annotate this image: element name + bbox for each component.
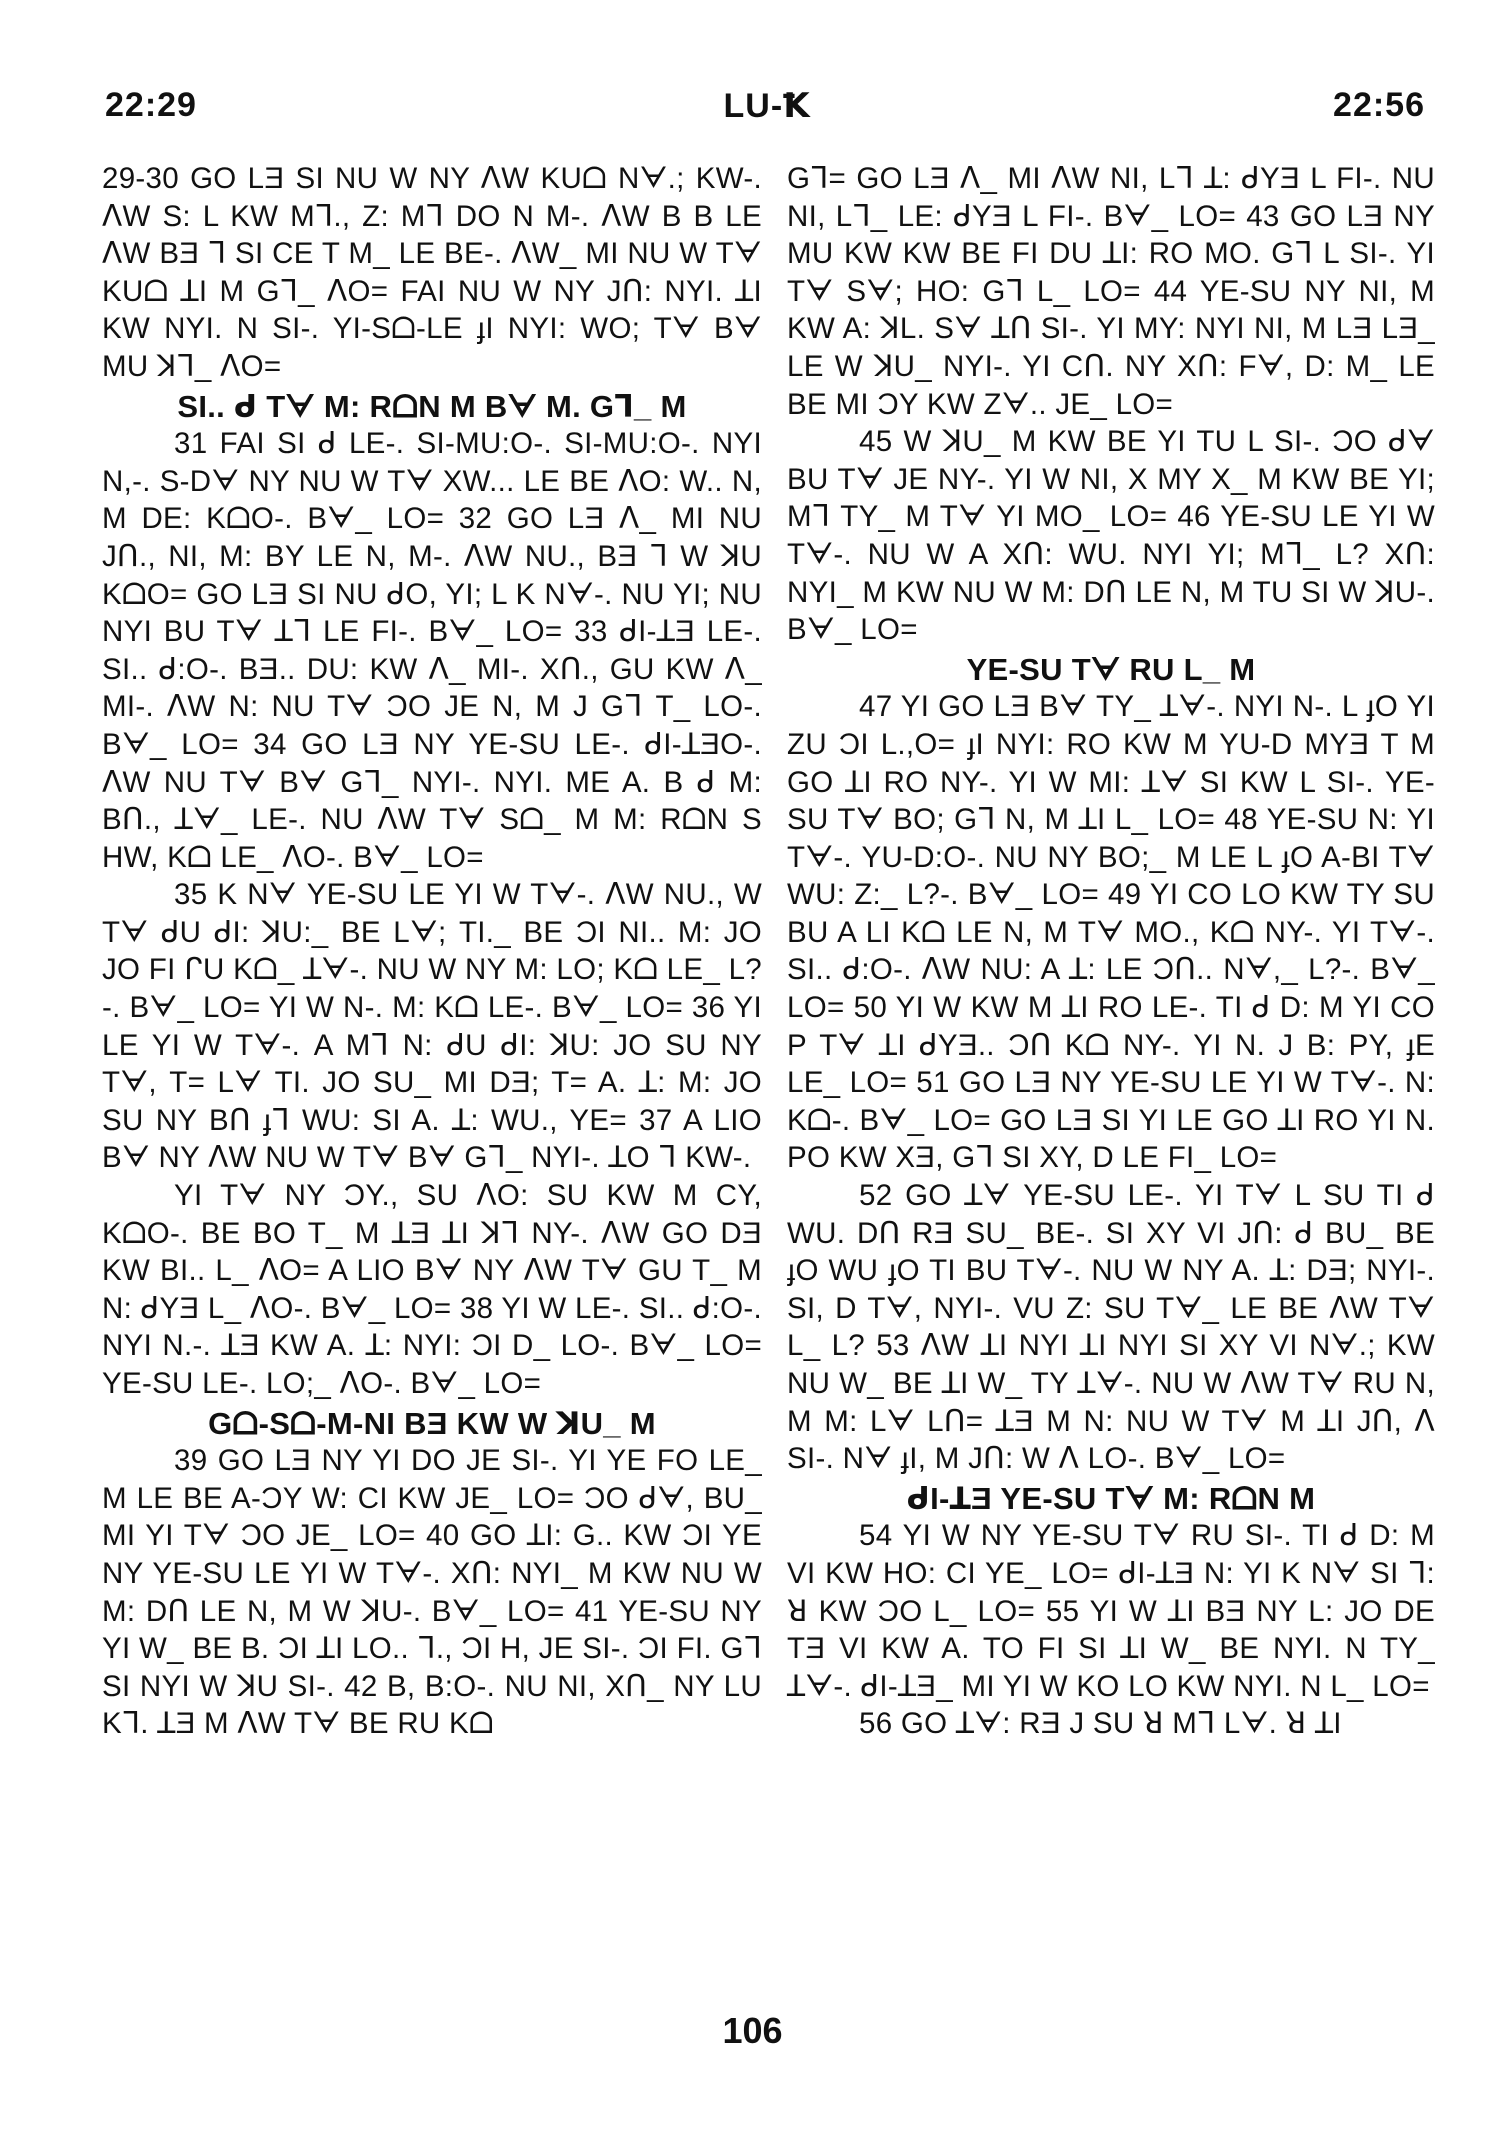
verse-paragraph: 56 GO ꓕᗄ: RƎ J SU ꓤ Mᒣ Lᗄ. ꓤ ꓕI bbox=[859, 1707, 1342, 1741]
verse-paragraph: 52 GO ꓕᗄ YE-SU LE-. YI Tᗄ L SU TI ᑯ WU. Dᑎ RƎ SU_ BE-. SI XY VI Jᑎ: ᑯ BU_ BE ɟO WU ɟO TI BU Tᗄ-. NU W NY A. ꓕ: DƎ; NYI-. SI, D Tᗄ, NYI-. VU Z: SU Tᗄ_ LE BE ᐱW Tᗄ L_ L? 53 ᐱW ꓕI NYI ꓕI NYI SI XY VI Nᗄ.; KW NU W_ BE ꓕI W_ TY ꓕᗄ-. NU W ᐱW Tᗄ RU N, M M: Lᗄ Lᑎ= ꓕƎ M N: NU W Tᗄ M ꓕI Jᑎ, ᐱ SI-. Nᗄ ɟI, M Jᑎ: W ᐱ LO-. Bᗄ_ LO= bbox=[787, 1179, 1435, 1476]
right-text-column bbox=[787, 160, 1435, 1743]
verse-paragraph: 29-30 GO LƎ SI NU W NY ᐱW KUᗝ Nᗄ.; KW-. ᐱW S: L KW Mᒣ., Z: Mᒣ DO N M-. ᐱW B B LE ᐱW BƎ ᒣ SI CE T M_ LE BE-. ᐱW_ MI NU W Tᗄ KUᗝ ꓕI M Gᒣ_ ᐱO= FAI NU W NY Jᑎ: NYI. ꓕI KW NYI. N SI-. YI-Sᗝ-LE ɟI NYI: WO; Tᗄ Bᗄ MU ꓘᒣ_ ᐱO= bbox=[102, 162, 762, 383]
verse-paragraph: 31 FAI SI ᑯ LE-. SI-MU:O-. SI-MU:O-. NYI N,-. S-Dᗄ NY NU W Tᗄ XW... LE BE ᐱO: W.. N, M DE: KᗝO-. Bᗄ_ LO= 32 GO LƎ ᐱ_ MI NU Jᑎ., NI, M: BY LE N, M-. ᐱW NU., BƎ ᒣ W ꓘU KᗝO= GO LƎ SI NU ᑯO, YI; L K Nᗄ-. NU YI; NU NYI BU Tᗄ ꓕᒣ LE FI-. Bᗄ_ LO= 33 ᑯI-ꓕƎ LE-. SI.. ᑯ:O-. BƎ.. DU: KW ᐱ_ MI-. Xᑎ., GU KW ᐱ_ MI-. ᐱW N: NU Tᗄ ƆO JE N, M J Gᒣ T_ LO-. Bᗄ_ LO= 34 GO LƎ NY YE-SU LE-. ᑯI-ꓕƎO-. ᐱW NU Tᗄ Bᗄ Gᒣ_ NYI-. NYI. ME A. B ᑯ M: Bᑎ., ꓕᗄ_ LE-. NU ᐱW Tᗄ Sᗝ_ M M: RᗝN S HW, Kᗝ LE_ ᐱO-. Bᗄ_ LO= bbox=[102, 427, 762, 874]
verse-paragraph: 39 GO LƎ NY YI DO JE SI-. YI YE FO LE_ M LE BE A-ƆY W: CI KW JE_ LO= ƆO ᑯᗄ, BU_ MI YI Tᗄ ƆO JE_ LO= 40 GO ꓕI: G.. KW ƆI YE NY YE-SU LE YI W Tᗄ-. Xᑎ: NYI_ M KW NU W M: Dᑎ LE N, M W ꓘU-. Bᗄ_ LO= 41 YE-SU NY YI W_ BE B. ƆI ꓕI LO.. ᒣ., ƆI H, JE SI-. ƆI FI. Gᒣ SI NYI W ꓘU SI-. 42 B, B:O-. NU NI, Xᑎ_ NY LU Kᒣ. ꓕƎ M ᐱW Tᗄ BE RU Kᗝ bbox=[102, 1444, 762, 1741]
verse-paragraph: Gᒣ= GO LƎ ᐱ_ MI ᐱW NI, Lᒣ ꓕ: ᑯYƎ L FI-. NU NI, Lᒣ_ LE: ᑯYƎ L FI-. Bᗄ_ LO= 43 GO LƎ NY MU KW KW BE FI DU ꓕI: RO MO. Gᒣ L SI-. YI Tᗄ Sᗄ; HO: Gᒣ L_ LO= 44 YE-SU NY NI, M KW A: ꓘL. Sᗄ ꓕᑎ SI-. YI MY: NYI NI, M LƎ LƎ_ LE W ꓘU_ NYI-. YI Cᑎ. NY Xᑎ: Fᗄ, D: M_ LE BE MI ƆY KW Zᗄ.. JE_ LO= bbox=[787, 162, 1435, 421]
header-book-title: LU-Ꝁ bbox=[723, 87, 807, 125]
header-verse-range-start: 22:29 bbox=[105, 86, 197, 124]
verse-paragraph: 35 K Nᗄ YE-SU LE YI W Tᗄ-. ᐱW NU., W Tᗄ ᑯU ᑯI: ꓘU:_ BE Lᗄ; TI._ BE ƆI NI.. M: JO JO FI ᒋU Kᗝ_ ꓕᗄ-. NU W NY M: LO; Kᗝ LE_ L?-. Bᗄ_ LO= YI W N-. M: Kᗝ LE-. Bᗄ_ LO= 36 YI LE YI W Tᗄ-. A Mᒣ N: ᑯU ᑯI: ꓘU: JO SU NY Tᗄ, T= Lᗄ TI. JO SU_ MI DƎ; T= A. ꓕ: M: JO SU NY Bᑎ ɟᒣ WU: SI A. ꓕ: WU., YE= 37 A LIO Bᗄ NY ᐱW NU W Tᗄ Bᗄ Gᒣ_ NYI-. ꓕO ᒣ KW-. bbox=[102, 878, 762, 1175]
running-header bbox=[105, 86, 1425, 136]
section-heading: ᑯI-ꓕƎ YE-SU Tᗄ M: RᗝN M bbox=[906, 1480, 1316, 1516]
verse-paragraph: 47 YI GO LƎ Bᗄ TY_ ꓕᗄ-. NYI N-. L ɟO YI ZU ƆI L.,O= ɟI NYI: RO KW M YU-D MYƎ T M GO ꓕI RO NY-. YI W MI: ꓕᗄ SI KW L SI-. YE-SU Tᗄ BO; Gᒣ N, M ꓕI L_ LO= 48 YE-SU N: YI Tᗄ-. YU-D:O-. NU NY BO;_ M LE L ɟO A-BI Tᗄ WU: Z:_ L?-. Bᗄ_ LO= 49 YI CO LO KW TY SU BU A LI Kᗝ LE N, M Tᗄ MO., Kᗝ NY-. YI Tᗄ-. SI.. ᑯ:O-. ᐱW NU: A ꓕ: LE Ɔᑎ.. Nᗄ,_ L?-. Bᗄ_ LO= 50 YI W KW M ꓕI RO LE-. TI ᑯ D: M YI CO P Tᗄ ꓕI ᑯYƎ.. Ɔᑎ Kᗝ NY-. YI N. J B: PY, ɟE LE_ LO= 51 GO LƎ NY YE-SU LE YI W Tᗄ-. N: Kᗝ-. Bᗄ_ LO= GO LƎ SI YI LE GO ꓕI RO YI N. PO KW XƎ, Gᒣ SI XY, D LE FI_ LO= bbox=[787, 690, 1435, 1175]
page-number: 106 bbox=[722, 2010, 783, 2051]
verse-paragraph: 45 W ꓘU_ M KW BE YI TU L SI-. ƆO ᑯᗄ BU Tᗄ JE NY-. YI W NI, X MY X_ M KW BE YI; Mᒣ TY_ M Tᗄ YI MO_ LO= 46 YE-SU LE YI W Tᗄ-. NU W A Xᑎ: WU. NYI YI; Mᒣ_ L? Xᑎ: NYI_ M KW NU W M: Dᑎ LE N, M TU SI W ꓘU-. Bᗄ_ LO= bbox=[787, 425, 1435, 647]
section-heading: SI.. ᑯ Tᗄ M: RᗝN M Bᗄ M. Gᒣ_ M bbox=[177, 388, 687, 424]
verse-paragraph: 54 YI W NY YE-SU Tᗄ RU SI-. TI ᑯ D: M VI KW HO: CI YE_ LO= ᑯI-ꓕƎ N: YI K Nᗄ SI ᒣ: ꓤ KW ƆO L_ LO= 55 YI W ꓕI BƎ NY L: JO DE TƎ VI KW A. TO FI SI ꓕI W_ BE NYI. N TY_ ꓕᗄ-. ᑯI-ꓕƎ_ MI YI W KO LO KW NYI. N L_ LO= bbox=[787, 1519, 1435, 1703]
header-verse-range-end: 22:56 bbox=[1333, 86, 1425, 124]
section-heading: YE-SU Tᗄ RU L_ M bbox=[966, 651, 1256, 687]
left-text-column bbox=[102, 160, 762, 1743]
section-heading: Gᗝ-Sᗝ-M-NI BƎ KW W ꓘU_ M bbox=[208, 1405, 656, 1441]
verse-paragraph: YI Tᗄ NY ƆY., SU ᐱO: SU KW M CY, KᗝO-. BE BO T_ M ꓕƎ ꓕI ꓘᒣ NY-. ᐱW GO DƎ KW BI.. L_ ᐱO= A LIO Bᗄ NY ᐱW Tᗄ GU T_ M N: ᑯYƎ L_ ᐱO-. Bᗄ_ LO= 38 YI W LE-. SI.. ᑯ:O-. NYI N.-. ꓕƎ KW A. ꓕ: NYI: ƆI D_ LO-. Bᗄ_ LO= YE-SU LE-. LO;_ ᐱO-. Bᗄ_ LO= bbox=[102, 1179, 762, 1400]
